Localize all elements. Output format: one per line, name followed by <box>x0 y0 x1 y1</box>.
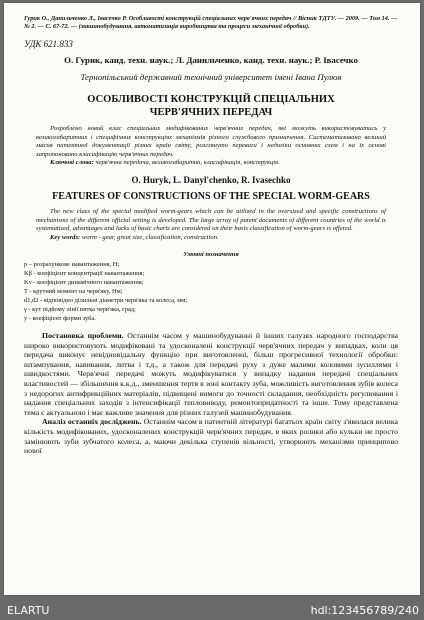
authors-ua: О. Гурик, канд. техн. наук.; Л. Данильченко, канд. техн. наук.; Р. Івасечко <box>64 55 358 66</box>
viewer-footer <box>0 600 424 620</box>
keywords-en-label: Key words: <box>50 233 81 241</box>
section-analysis-text: Останнім часом в патентній літературі багатьох країн світу з'явилася велика кількість модифікованих, удосконалених конструкцій черв'ячних передач, в яких ролики або кульки не просто замінюють зуби зубчатого колеса, а, маючи декілька ступенів вільності, утворюють механізми принципово нової <box>24 417 398 456</box>
affiliation: Тернопільський державний технічний університет імені Івана Пулюя <box>80 72 342 83</box>
keywords-en <box>24 234 398 242</box>
abstract-ua: Розроблено новий клас спеціальних модифікованих черв'ячних передач, які можуть використовуватись у великогабаритних і специфічних конструкціях механізмів різного службового призначення. Систематизовано великий масив патентної документації різних країн світу, розглянуто переваги і недоліки основних схем і на їх основі запропоновано класифікацію черв'ячних передач. <box>36 125 386 158</box>
repository-name: ELARTU <box>7 604 50 617</box>
notation-item: γ - кут підйому лінії витка черв'яка, град; <box>24 306 136 314</box>
keywords-ua <box>24 159 398 167</box>
notation-item: y - коефіцієнт форми зуба. <box>24 315 96 323</box>
notation-heading: Умовні позначення <box>183 251 239 259</box>
keywords-ua-label: Ключові слова: <box>50 159 94 167</box>
section-analysis-heading: Аналіз останніх досліджень. <box>42 417 142 427</box>
title-en: FEATURES OF CONSTRUCTIONS OF THE SPECIAL WORM-GEARS <box>52 191 370 203</box>
authors-en: O. Huryk, L. Danyl'chenko, R. Ivasechko <box>131 175 291 186</box>
keywords-en-text: worm - gear, great size, classification, construction. <box>81 233 219 241</box>
notation-item: T - крутний момент на черв'яку, Нм; <box>24 288 123 296</box>
citation: Гурик О., Данильченко Л., Івасечко Р. Особливості конструкцій спеціальних черв'ячних передач // Вісник ТДТУ. — 2009. — Том 14. — № 2. — С. 67-72. — (машинобудування, автоматизація виробництва та процеси механічної обробки). <box>24 15 398 31</box>
notation-item: Kβ - коефіцієнт концентрації навантаження; <box>24 270 145 278</box>
section-problem <box>24 331 398 417</box>
handle-id: hdl:123456789/240 <box>310 604 419 617</box>
notation-item: p – розрахункове навантаження, Н; <box>24 261 120 269</box>
title-ua: ОСОБЛИВОСТІ КОНСТРУКЦІЙ СПЕЦІАЛЬНИХ ЧЕРВ'ЯЧНИХ ПЕРЕДАЧ <box>87 94 335 119</box>
notation-list <box>24 260 398 323</box>
notation-item: Kv - коефіцієнт динамічного навантаження; <box>24 279 144 287</box>
page-content <box>24 15 398 456</box>
udc-code: УДК 621.833 <box>24 39 73 50</box>
abstract-en: The new class of the special modified worm-gears which can be utilized in the oversized and specific constructions of mechanisms of the different official setting is developed. The large array of patent documents of different countries of the world is systematized, advantages and lacks of basic charts are considered on their basis classification of worm-gears is offered. <box>36 208 386 233</box>
notation-item: d1,d2 - відповідно ділильні діаметри черв'яка та колеса, мм; <box>24 297 187 305</box>
keywords-ua-text: черв'ячна передача, великогабаритна, класифікація, конструкція. <box>95 159 280 167</box>
section-problem-heading: Постановка проблеми. <box>42 331 124 341</box>
section-problem-text: Останнім часом у машинобудуванні й інших галузях народного господарства широко використовують модифіковані та удосконалені конструкції черв'ячних передач у випадках, коли ця передача виконує невідновідальну функцію при виготовленні, більш прогресивної технології обробки: штампування, навивання, литва і т.д., а також для передачі руху з дуже малими коловими зусиллями і швидкостями. Черв'ячні передачі можуть модифікуватися у випадку надання передачі спеціальних властивостей — збільшення к.к.д., зменшення тертя в зоні контакту зуба, можливість виготовлення зубів колеса з недорогих антифрикційних матеріалів, підвищені вимоги до точності складання, необхідність регулювання і надання спеціальних заходів з інтенсифікації тепловиводу, ремонтопридатності та інше. Тому представлена тема є актуальною і має важливе значення для різних галузей машинобудування. <box>24 331 398 417</box>
document-page <box>4 3 420 595</box>
section-analysis <box>24 417 398 455</box>
